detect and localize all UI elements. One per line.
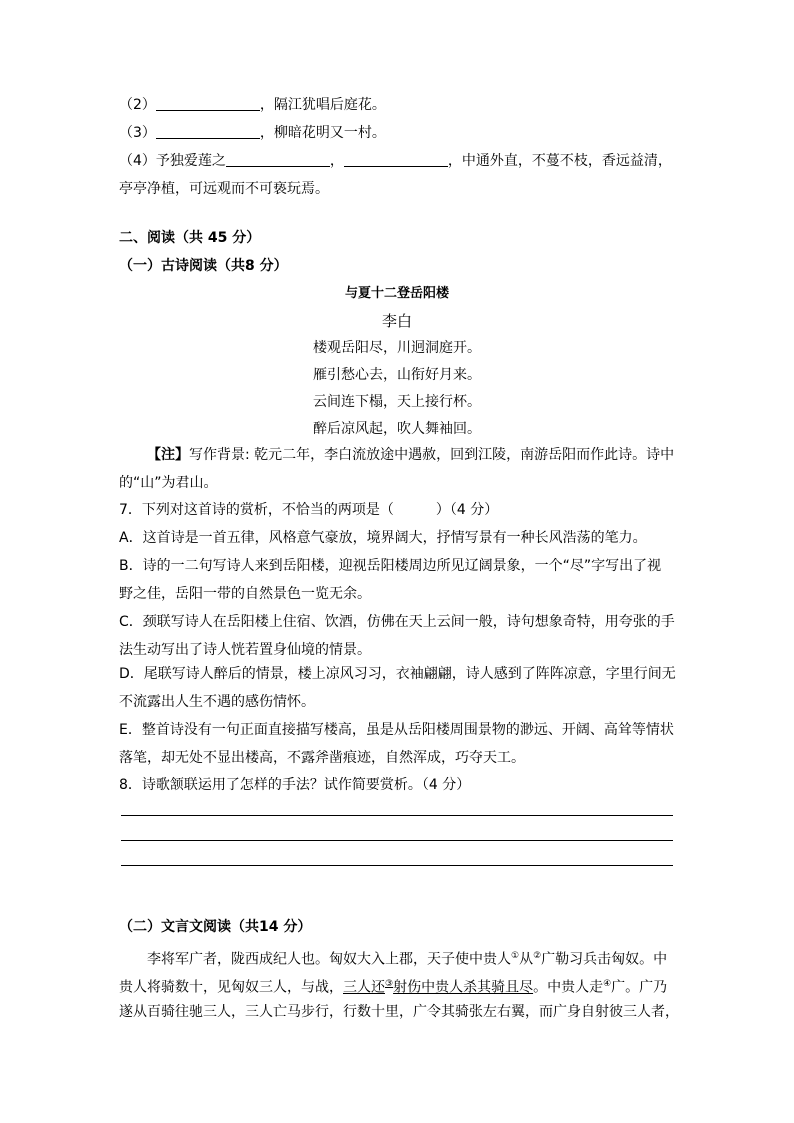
note-text-cont: 的“山”为君山。 (119, 475, 218, 491)
passage-text: 广勒习兵击匈奴。中 (541, 951, 668, 968)
subsection-heading: （一）古诗阅读（共8 分） (119, 258, 288, 274)
answer-line[interactable] (121, 815, 673, 816)
poem-line: 醉后凉风起，吹人舞袖回。 (313, 421, 481, 437)
option-b-cont: 野之佳，岳阳一带的自然景色一览无余。 (119, 586, 371, 602)
footnote-marker: ④ (603, 979, 612, 989)
answer-blank[interactable] (344, 152, 448, 167)
underlined-text: 射伤中贵人杀其骑且尽 (393, 979, 534, 996)
poem-note (147, 445, 674, 465)
answer-blank[interactable] (156, 124, 260, 139)
option-c-cont: 法生动写出了诗人恍若置身仙境的情景。 (119, 642, 371, 658)
q3-number: （3） (119, 125, 156, 141)
question-7: 7．下列对这首诗的赏析，不恰当的两项是（ ）（4 分） (119, 502, 499, 518)
fill-q3 (119, 123, 386, 143)
passage-line: 遂从百骑往驰三人，三人亡马步行，行数十里，广令其骑张左右翼，而广身自射彼三人者， (119, 1004, 679, 1020)
answer-blank[interactable] (226, 152, 330, 167)
question-8: 8．诗歌颔联运用了怎样的手法？试作简要赏析。（4 分） (119, 777, 471, 793)
passage-line (147, 946, 667, 970)
footnote-marker: ③ (385, 979, 394, 989)
poem-line: 云间连下榻，天上接行杯。 (313, 394, 481, 410)
q4-text: ，中通外直，不蔓不枝，香远益清， (447, 153, 672, 169)
poem-line: 楼观岳阳尽，川迥洞庭开。 (313, 340, 481, 356)
answer-line[interactable] (121, 865, 673, 866)
passage-text: 。中贵人走 (533, 979, 604, 996)
q3-text: ，柳暗花明又一村。 (259, 125, 386, 141)
q2-text: ，隔江犹唱后庭花。 (259, 97, 386, 113)
q2-number: （2） (119, 97, 156, 113)
fill-q4 (119, 151, 672, 171)
answer-line[interactable] (121, 840, 673, 841)
passage-text: 从 (519, 951, 534, 968)
note-tag: 【注】 (147, 447, 189, 463)
option-c: C．颈联写诗人在岳阳楼上住宿、饮酒，仿佛在天上云间一般，诗句想象奇特，用夸张的手 (119, 614, 675, 630)
fill-q4-line2: 亭亭净植，可远观而不可亵玩焉。 (119, 181, 329, 197)
passage-text: 广。广乃 (611, 979, 668, 996)
passage-line (119, 974, 667, 998)
option-a: A．这首诗是一首五律，风格意气豪放，境界阔大，抒情写景有一种长风浩荡的笔力。 (119, 530, 647, 546)
comma: ， (329, 153, 344, 169)
poem-line: 雁引愁心去，山衔好月来。 (313, 367, 481, 383)
footnote-marker: ② (533, 951, 542, 961)
q4-number: （4）予独爱莲之 (119, 153, 226, 169)
note-text: 写作背景: 乾元二年，李白流放途中遇赦，回到江陵，南游岳阳而作此诗。诗中 (189, 447, 675, 463)
answer-blank[interactable] (156, 96, 260, 111)
section-heading: 二、阅读（共 45 分） (119, 230, 261, 246)
poem-title: 与夏十二登岳阳楼 (344, 286, 449, 301)
fill-q2 (119, 95, 386, 115)
poem-author: 李白 (381, 312, 412, 330)
option-d: D．尾联写诗人醉后的情景，楼上凉风习习，衣袖翩翩，诗人感到了阵阵凉意，字里行间无 (119, 666, 676, 682)
option-d-cont: 不流露出人生不遇的感伤情怀。 (119, 694, 315, 710)
option-e: E．整首诗没有一句正面直接描写楼高，虽是从岳阳楼周围景物的渺远、开阔、高耸等情状 (119, 722, 674, 738)
passage-text: 李将军广者，陇西成纪人也。匈奴大入上郡，天子使中贵人 (147, 951, 511, 968)
footnote-marker: ① (511, 951, 520, 961)
underlined-text: 三人还 (343, 979, 385, 996)
passage-text: 贵人将骑数十，见匈奴三人，与战， (119, 979, 343, 996)
option-e-cont: 落笔，却无处不显出楼高，不露斧凿痕迹，自然浑成，巧夺天工。 (119, 750, 525, 766)
option-b: B．诗的一二句写诗人来到岳阳楼，迎视岳阳楼周边所见辽阔景象，一个“尽”字写出了视 (119, 558, 662, 574)
subsection-heading-2: （二）文言文阅读（共14 分） (119, 919, 312, 935)
